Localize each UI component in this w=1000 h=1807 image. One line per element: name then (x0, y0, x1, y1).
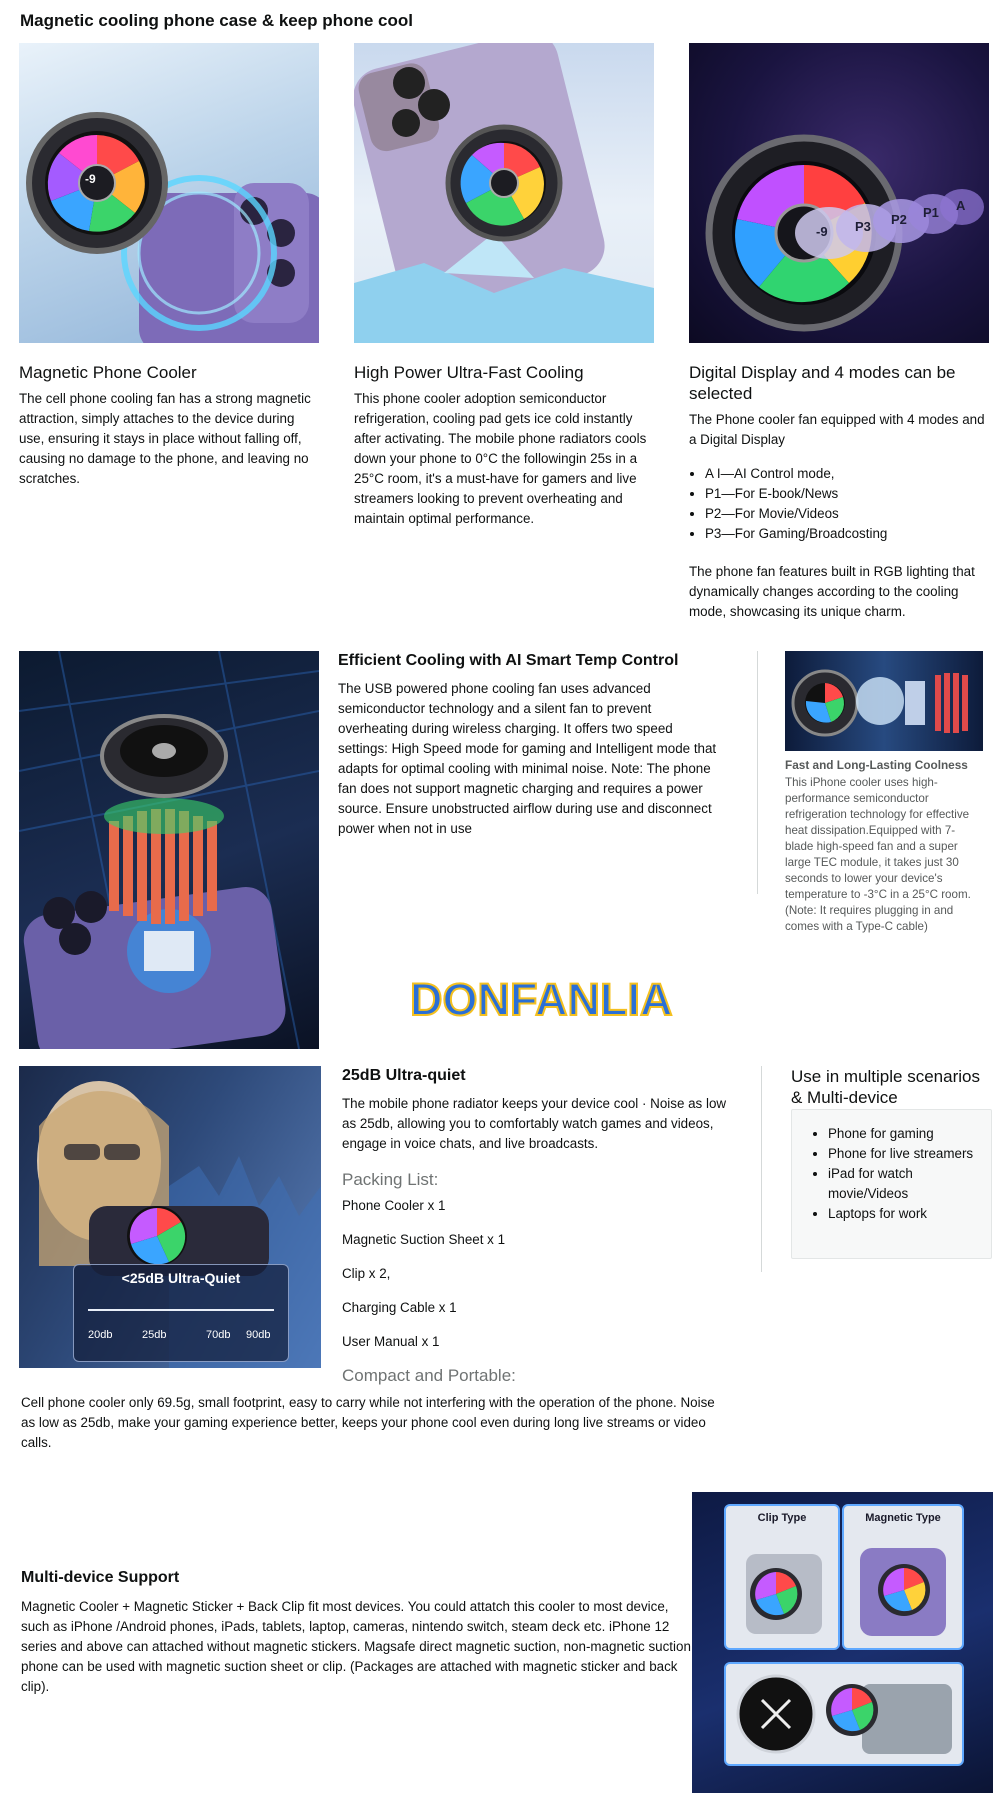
modes-list (683, 464, 1000, 544)
display-reading: -9 (85, 172, 96, 186)
rgb-lighting-text: The phone fan features built in RGB lighting that dynamically changes according to the cooling mode, showcasing its unique charm. (689, 564, 975, 619)
fast-cooling-body: This iPhone cooler uses high-performance semiconductor refrigeration technology for effective heat dissipation.Equipped with 7-blade high-speed fan and a super large TEC module, it takes just 30 seconds to lower your device's temperature to -3°C in a 25°C room.(Note: It requires plugging in and comes with a Type-C cable) (785, 776, 971, 933)
scenarios-title: Use in multiple scenarios & Multi-device (791, 1067, 980, 1107)
magnetic-phone-cooler-title: Magnetic Phone Cooler (19, 363, 197, 382)
bubble-p2: P2 (891, 212, 907, 227)
section-divider (757, 651, 758, 894)
device-panel (724, 1662, 964, 1766)
ultra-quiet-body: The mobile phone radiator keeps your device cool · Noise as low as 25db, allowing you to comfortably watch games and videos, engage in voice chats, and live broadcasts. (342, 1096, 727, 1151)
level-90db: 90db (246, 1329, 271, 1341)
packing-list-heading: Packing List: (342, 1170, 439, 1189)
scenarios-box (791, 1109, 992, 1259)
fast-cooling-title: Fast and Long-Lasting Coolness (785, 758, 968, 772)
magnetic-phone-cooler-body: The cell phone cooling fan has a strong magnetic attraction, simply attaches to the device during use, ensuring it stays in place without falling off, causing no damage to the phone, and leaving no scratches. (19, 391, 311, 486)
brand-logo: DONFANLIA (410, 974, 673, 1025)
ultra-quiet-image (19, 1066, 321, 1368)
mode-item: • P2—For Movie/Videos (705, 504, 1000, 524)
multi-device-image (692, 1492, 993, 1793)
mode-item: • A I—AI Control mode, (705, 464, 1000, 484)
ultra-quiet-title: 25dB Ultra-quiet (342, 1067, 466, 1084)
section-divider (761, 1066, 762, 1272)
packing-item: Phone Cooler x 1 (342, 1198, 446, 1213)
magnetic-type-panel (842, 1504, 964, 1650)
overlay-title: <25dB Ultra-Quiet (121, 1270, 241, 1286)
compact-heading: Compact and Portable: (342, 1366, 516, 1385)
level-70db: 70db (206, 1329, 231, 1341)
magnetic-cooler-image (19, 43, 319, 343)
compact-body: Cell phone cooler only 69.5g, small footprint, easy to carry while not interfering with the operation of the phone. Noise as low as 25db, make your gaming experience better, keeps your phone cool even during long live streams or video calls. (21, 1395, 715, 1450)
noise-level-overlay (73, 1264, 289, 1362)
smart-temp-image (19, 651, 319, 1049)
fast-cooling-image (785, 651, 983, 751)
efficient-cooling-body: The USB powered phone cooling fan uses advanced semiconductor technology and a silent fan to prevent overheating during wireless charging. It offers two speed settings: High Speed mode for gaming and Intelligent mode that adapts for optimal cooling with minimal noise. Note: The phone fan does not support magnetic charging and requires a power source. Ensure unobstructed airflow during use and disconnect power when not in use (338, 681, 717, 836)
magnetic-type-label: Magnetic Type (865, 1512, 941, 1524)
ultra-fast-cooling-image (354, 43, 654, 343)
multi-device-title: Multi-device Support (21, 1569, 180, 1586)
scenario-item: • iPad for watch movie/Videos (828, 1164, 988, 1204)
packing-item: User Manual x 1 (342, 1334, 440, 1349)
ultra-fast-cooling-title: High Power Ultra-Fast Cooling (354, 363, 584, 382)
scenario-item: • Laptops for work (828, 1204, 988, 1224)
digital-display-image (689, 43, 989, 343)
packing-item: Clip x 2, (342, 1266, 391, 1281)
digital-display-intro: The Phone cooler fan equipped with 4 modes and a Digital Display (689, 412, 985, 447)
ultra-fast-cooling-body: This phone cooler adoption semiconductor refrigeration, cooling pad gets ice cold instantly after activating. The mobile phone radiators cools down your phone to 0°C the followingin 25s in a 25°C room, it's a must-have for gamers and live streamers looking to prevent overheating and maintain optimal performance. (354, 391, 647, 526)
scenario-item: • Phone for gaming (828, 1124, 988, 1144)
multi-device-body: Magnetic Cooler + Magnetic Sticker + Back Clip fit most devices. You could attatch this cooler to most device, such as iPhone /Android phones, iPads, tablets, laptop, cameras, nintendo switch, steam deck etc. iPhone 12 series and above can attached without magnetic stickers. Magsafe direct magnetic suction, non-magnetic suction phone can be used with magnetic suction sheet or clip. (Packages are attached with magnetic sticker and back clip). (21, 1599, 691, 1694)
digital-display-title: Digital Display and 4 modes can be selected (689, 363, 956, 403)
mode-item: • P3—For Gaming/Broadcosting (705, 524, 1000, 544)
page-title: Magnetic cooling phone case & keep phone cool (20, 11, 413, 30)
clip-type-label: Clip Type (757, 1512, 807, 1524)
level-20db: 20db (88, 1329, 113, 1341)
packing-item: Magnetic Suction Sheet x 1 (342, 1232, 506, 1247)
bubble-ai: A (956, 198, 966, 213)
bubble-reading: -9 (816, 224, 828, 239)
noise-scale-bar (88, 1309, 274, 1311)
mode-item: • P1—For E-book/News (705, 484, 1000, 504)
clip-type-panel (724, 1504, 840, 1650)
efficient-cooling-title: Efficient Cooling with AI Smart Temp Control (338, 652, 679, 669)
scenario-item: • Phone for live streamers (828, 1144, 988, 1164)
level-25db: 25db (142, 1329, 167, 1341)
packing-item: Charging Cable x 1 (342, 1300, 457, 1315)
scenarios-list (806, 1124, 988, 1224)
bubble-p3: P3 (855, 219, 871, 234)
bubble-p1: P1 (923, 205, 939, 220)
